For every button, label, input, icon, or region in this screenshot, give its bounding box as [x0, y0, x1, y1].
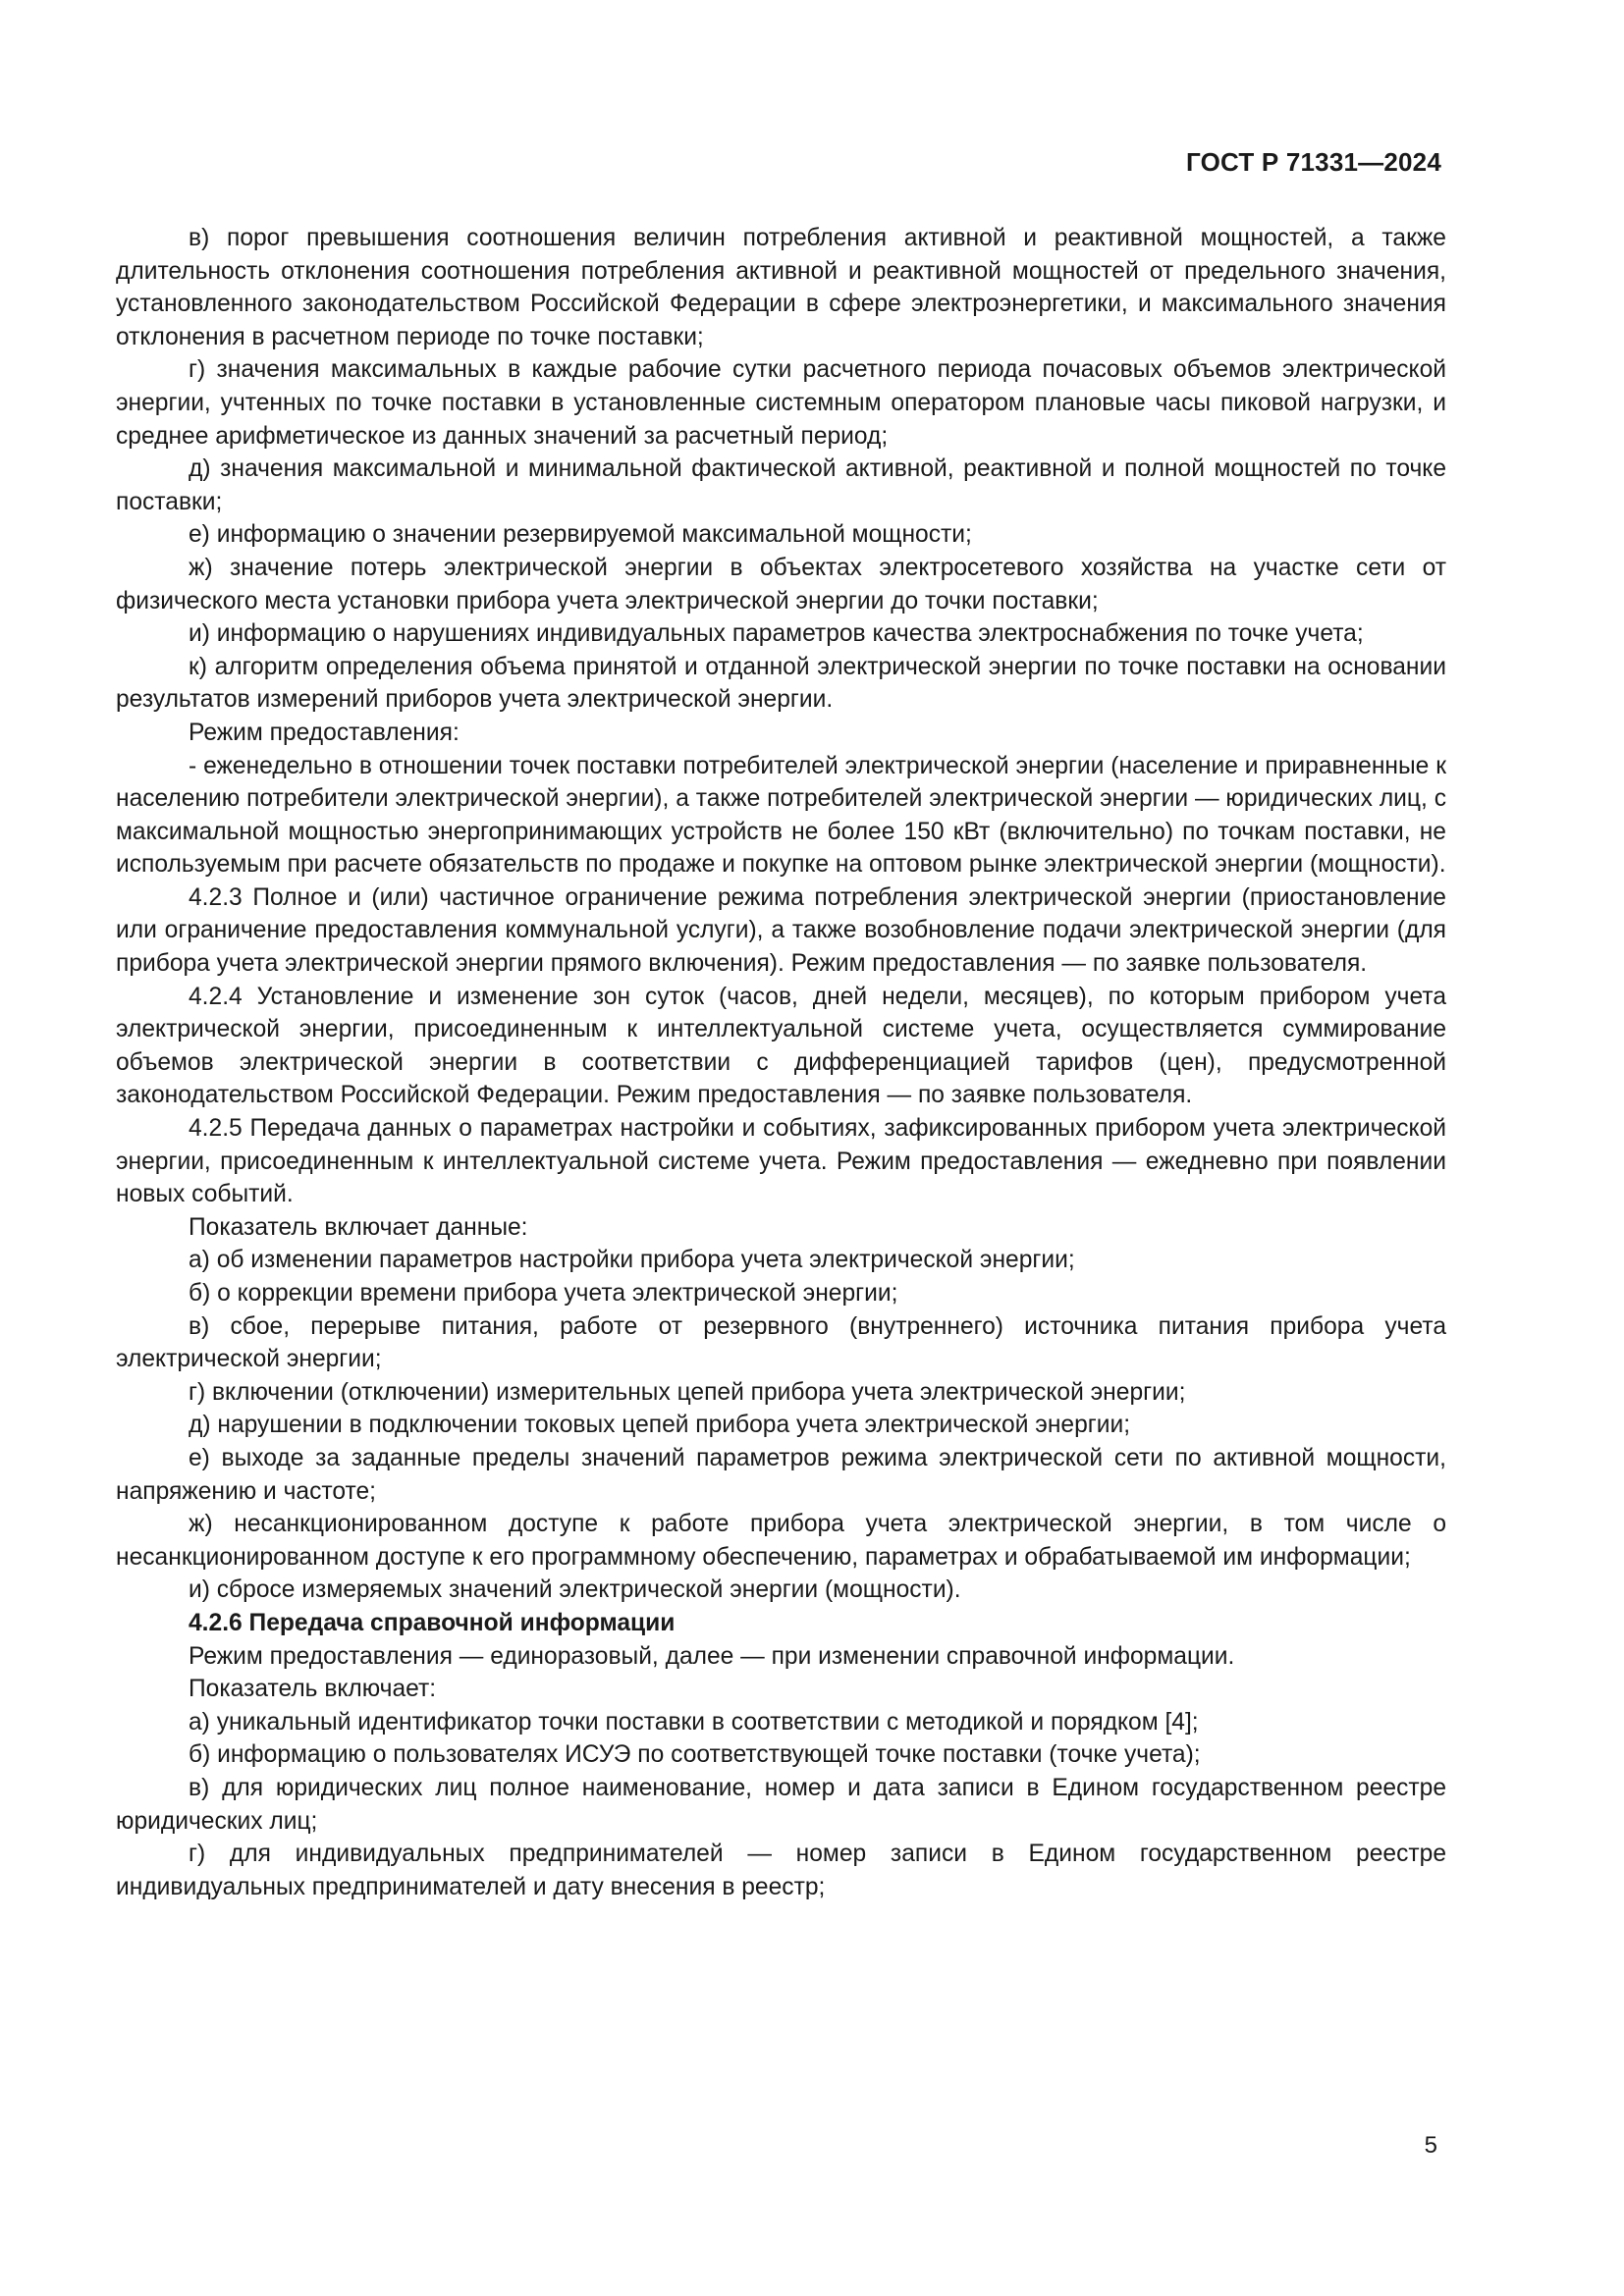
paragraph: - еженедельно в отношении точек поставки потребителей электрической энергии (население и приравненные к населению потребители электрической энергии), а также потребителей электрической энергии — юридических лиц, с максимальной мощностью энергопринимающих устройств не более 150 кВт (включительно) по точкам поставки, не используемым при расчете обязательств по продаже и покупке на оптовом рынке электрической энергии (мощности). [116, 752, 1446, 879]
paragraph: 4.2.5 Передача данных о параметрах настройки и событиях, зафиксированных прибором учета электрической энергии, присоединенным к интеллектуальной системе учета. Режим предоставления — ежедневно при появлении новых событий. [116, 1115, 1446, 1208]
paragraph: е) выходе за заданные пределы значений параметров режима электрической сети по активной мощности, напряжению и частоте; [116, 1444, 1446, 1505]
paragraph: в) сбое, перерыве питания, работе от резервного (внутреннего) источника питания прибора учета электрической энергии; [116, 1312, 1446, 1373]
paragraph: г) значения максимальных в каждые рабочие сутки расчетного периода почасовых объемов электрической энергии, учтенных по точке поставки в установленные системным оператором плановые часы пиковой нагрузки, и среднее арифметическое из данных значений за расчетный период; [116, 356, 1446, 450]
paragraph: и) информацию о нарушениях индивидуальных параметров качества электроснабжения по точке учета; [189, 620, 1364, 648]
paragraph: ж) значение потерь электрической энергии в объектах электросетевого хозяйства на участке сети от физического места установки прибора учета электрической энергии до точки поставки; [116, 554, 1446, 614]
paragraph: г) для индивидуальных предпринимателей — номер записи в Едином государственном реестре индивидуальных предпринимателей и дату внесения в реестр; [116, 1841, 1446, 1900]
paragraph: Показатель включает: [189, 1676, 437, 1703]
paragraph: 4.2.3 Полное и (или) частичное ограничение режима потребления электрической энергии (приостановление или ограничение предоставления коммунальной услуги), а также возобновление подачи электрической энергии (для прибора учета электрической энергии прямого включения). Режим предоставления — по заявке пользователя. [116, 883, 1446, 978]
paragraph: 4.2.4 Установление и изменение зон суток (часов, дней недели, месяцев), по которым прибором учета электрической энергии, присоединенным к интеллектуальной системе учета, осуществляется суммирование объемов электрической энергии в соответствии с дифференциацией тарифов (цен), предусмотренной законодательством Российской Федерации. Режим предоставления — по заявке пользователя. [116, 983, 1446, 1109]
paragraph: в) порог превышения соотношения величин потребления активной и реактивной мощностей, а также длительность отклонения соотношения потребления активной и реактивной мощностей от предельного значения, установленного законодательством Российской Федерации в сфере электроэнергетики, и максимального значения отклонения в расчетном периоде по точке поставки; [116, 225, 1446, 350]
paragraph: д) нарушении в подключении токовых цепей прибора учета электрической энергии; [189, 1412, 1131, 1439]
paragraph: а) об изменении параметров настройки прибора учета электрической энергии; [189, 1247, 1075, 1274]
paragraph: е) информацию о значении резервируемой максимальной мощности; [189, 521, 972, 549]
standard-header: ГОСТ Р 71331—2024 [1186, 147, 1441, 177]
paragraph: г) включении (отключении) измерительных цепей прибора учета электрической энергии; [189, 1378, 1186, 1406]
paragraph: д) значения максимальной и минимальной фактической активной, реактивной и полной мощностей по точке поставки; [116, 455, 1446, 515]
paragraph: ж) несанкционированном доступе к работе прибора учета электрической энергии, в том числе о несанкционированном доступе к его программному обеспечению, параметрах и обрабатываемой им информации; [116, 1511, 1446, 1571]
paragraph: к) алгоритм определения объема принятой и отданной электрической энергии по точке поставки на основании результатов измерений приборов учета электрической энергии. [116, 653, 1446, 714]
paragraph: и) сбросе измеряемых значений электрической энергии (мощности). [189, 1576, 961, 1604]
section-heading: 4.2.6 Передача справочной информации [189, 1609, 676, 1636]
paragraph: Показатель включает данные: [189, 1213, 528, 1241]
paragraph: а) уникальный идентификатор точки поставки в соответствии с методикой и порядком [4]; [189, 1708, 1199, 1735]
page-number: 5 [1424, 2132, 1437, 2159]
paragraph: б) информацию о пользователях ИСУЭ по соответствующей точке поставки (точке учета); [189, 1741, 1201, 1769]
document-body [116, 222, 1446, 1903]
paragraph: в) для юридических лиц полное наименование, номер и дата записи в Едином государственном реестре юридических лиц; [116, 1774, 1446, 1835]
paragraph: б) о коррекции времени прибора учета электрической энергии; [189, 1280, 898, 1307]
paragraph: Режим предоставления: [189, 719, 460, 746]
paragraph: Режим предоставления — единоразовый, далее — при изменении справочной информации. [189, 1642, 1235, 1670]
